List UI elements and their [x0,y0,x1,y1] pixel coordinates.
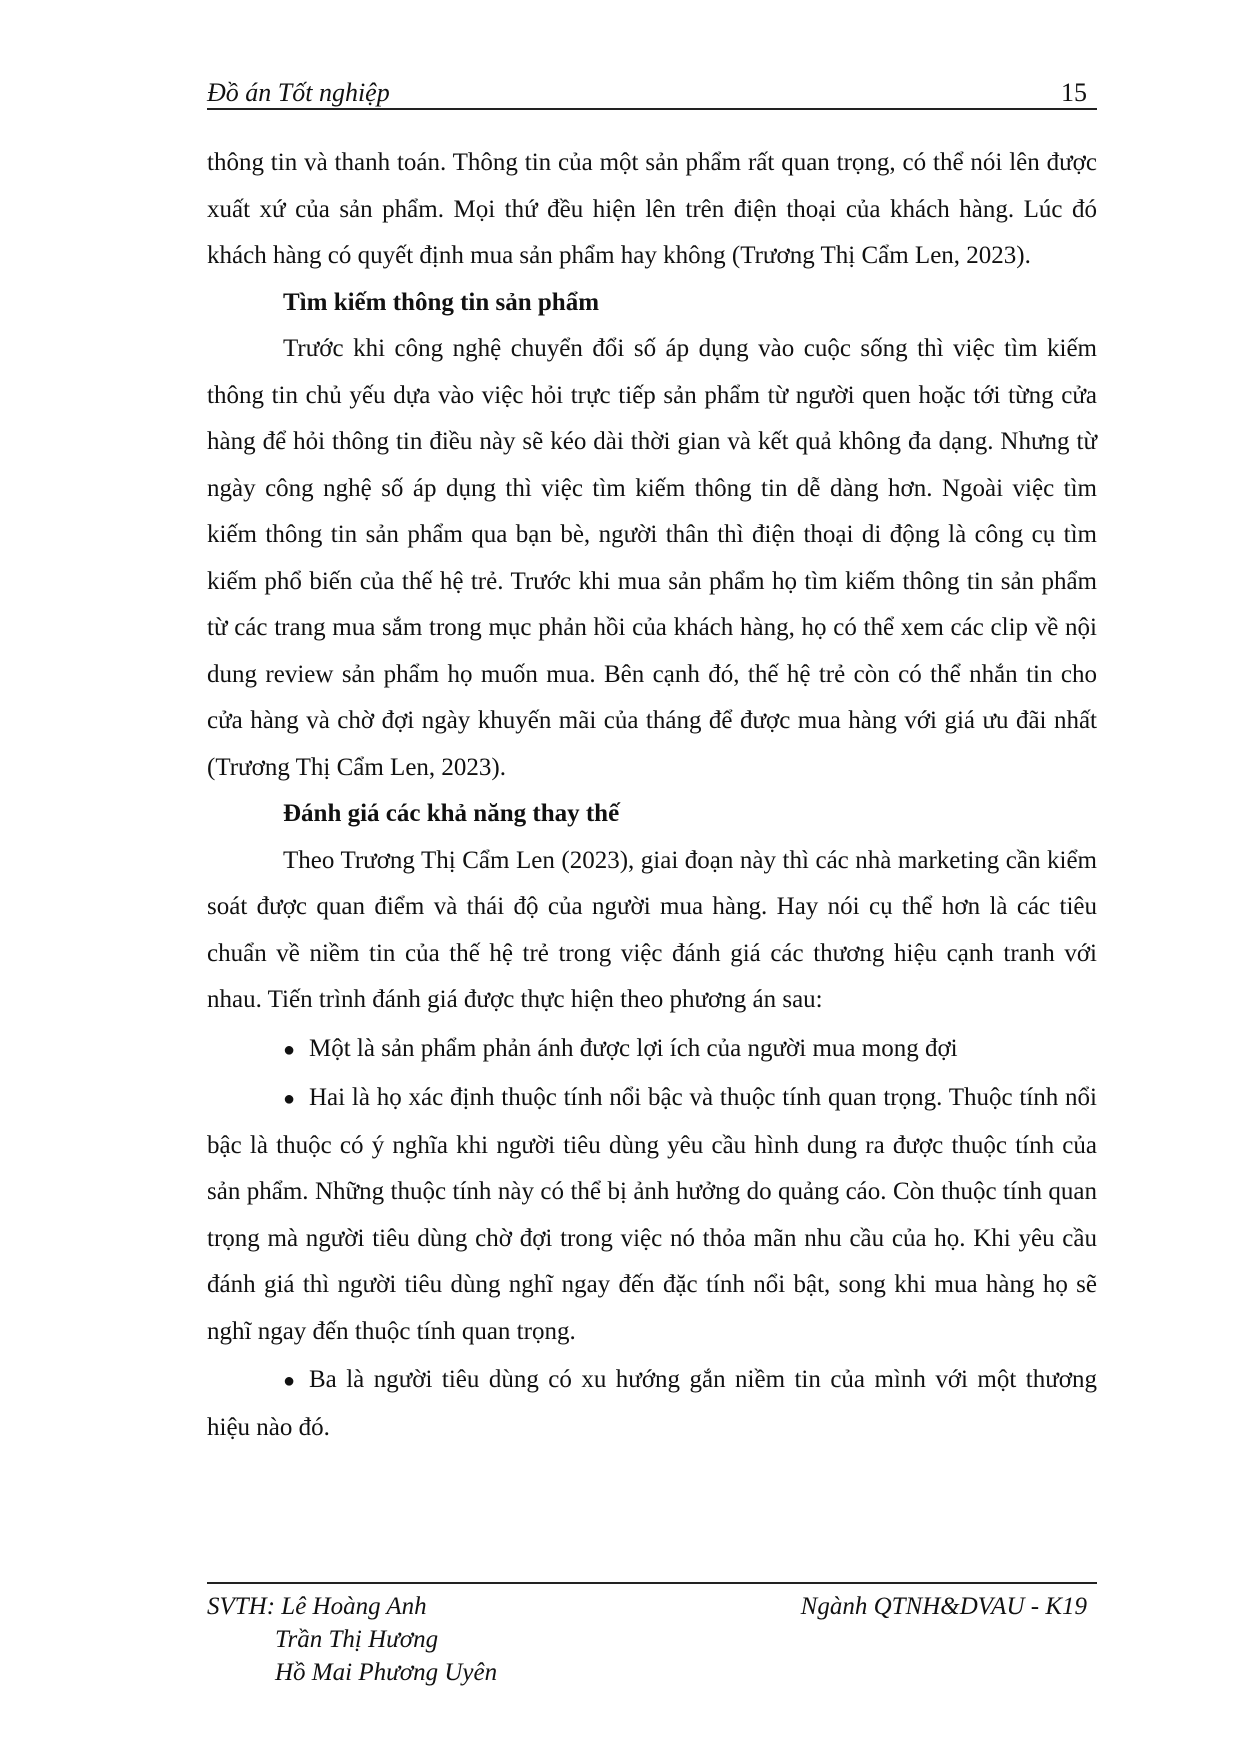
bullet-text: Ba là người tiêu dùng có xu hướng gắn niềm tin của mình với một thương hiệu nào đó. [207,1366,1097,1441]
heading-search-info: Tìm kiếm thông tin sản phẩm [283,288,600,316]
bullet-text: Hai là họ xác định thuộc tính nổi bậc và thuộc tính quan trọng. Thuộc tính nổi bậc là thuộc có ý nghĩa khi người tiêu dùng yêu cầu hình dung ra được thuộc tính của sản phẩm. Những thuộc tính này có thể bị ảnh hưởng do quảng cáo. Còn thuộc tính quan trọng mà người tiêu dùng chờ đợi trong việc nó thỏa mãn nhu cầu của họ. Khi yêu cầu đánh giá thì người tiêu dùng nghĩ ngay đến đặc tính nổi bật, song khi mua hàng họ sẽ nghĩ ngay đến thuộc tính quan trọng. [207,1084,1097,1345]
bullet-icon: ● [283,1038,296,1061]
bullet-icon: ● [283,1370,296,1392]
bullet-item-1 [207,1026,1097,1074]
paragraph-2: Trước khi công nghệ chuyển đổi số áp dụng vào cuộc sống thì việc tìm kiếm thông tin chủ yếu dựa vào việc hỏi trực tiếp sản phẩm từ người quen hoặc tới từng cửa hàng để hỏi thông tin điều này sẽ kéo dài thời gian và kết quả không đa dạng. Nhưng từ ngày công nghệ số áp dụng thì việc tìm kiếm thông tin dễ dàng hơn. Ngoài việc tìm kiếm thông tin sản phẩm qua bạn bè, người thân thì điện thoại di động là công cụ tìm kiếm phổ biến của thế hệ trẻ. Trước khi mua sản phẩm họ tìm kiếm thông tin sản phẩm từ các trang mua sắm trong mục phản hồi của khách hàng, họ có thể xem các clip về nội dung review sản phẩm họ muốn mua. Bên cạnh đó, thế hệ trẻ còn có thể nhắn tin cho cửa hàng và chờ đợi ngày khuyến mãi của tháng để được mua hàng với giá ưu đãi nhất (Trương Thị Cẩm Len, 2023). [207,335,1097,781]
bullet-item-3 [207,1357,1097,1451]
header-title: Đồ án Tốt nghiệp [207,78,390,107]
paragraph-3: Theo Trương Thị Cẩm Len (2023), giai đoạn này thì các nhà marketing cần kiểm soát được quan điểm và thái độ của người mua hàng. Hay nói cụ thể hơn là các tiêu chuẩn về niềm tin của thế hệ trẻ trong việc đánh giá các thương hiệu cạnh tranh với nhau. Tiến trình đánh giá được thực hiện theo phương án sau: [207,846,1097,1013]
student-name-3: Hồ Mai Phương Uyên [275,1659,498,1686]
page-footer [207,1582,1097,1686]
student-line: SVTH: Lê Hoàng Anh [207,1593,427,1620]
page-number: 15 [1061,78,1087,107]
page-body [207,140,1097,1451]
bullet-item-2 [207,1075,1097,1355]
bullet-text: Một là sản phẩm phản ánh được lợi ích của người mua mong đợi [309,1034,958,1062]
page-header [207,72,1097,110]
student-name-2: Trần Thị Hương [275,1626,439,1653]
bullet-icon: ● [283,1088,296,1110]
footer-program: Ngành QTNH&DVAU - K19 [800,1593,1087,1620]
paragraph-1: thông tin và thanh toán. Thông tin của một sản phẩm rất quan trọng, có thể nói lên được xuất xứ của sản phẩm. Mọi thứ đều hiện lên trên điện thoại của khách hàng. Lúc đó khách hàng có quyết định mua sản phẩm hay không (Trương Thị Cẩm Len, 2023). [207,149,1097,269]
footer-students [207,1590,497,1689]
heading-evaluate-alternatives: Đánh giá các khả năng thay thế [283,800,620,827]
